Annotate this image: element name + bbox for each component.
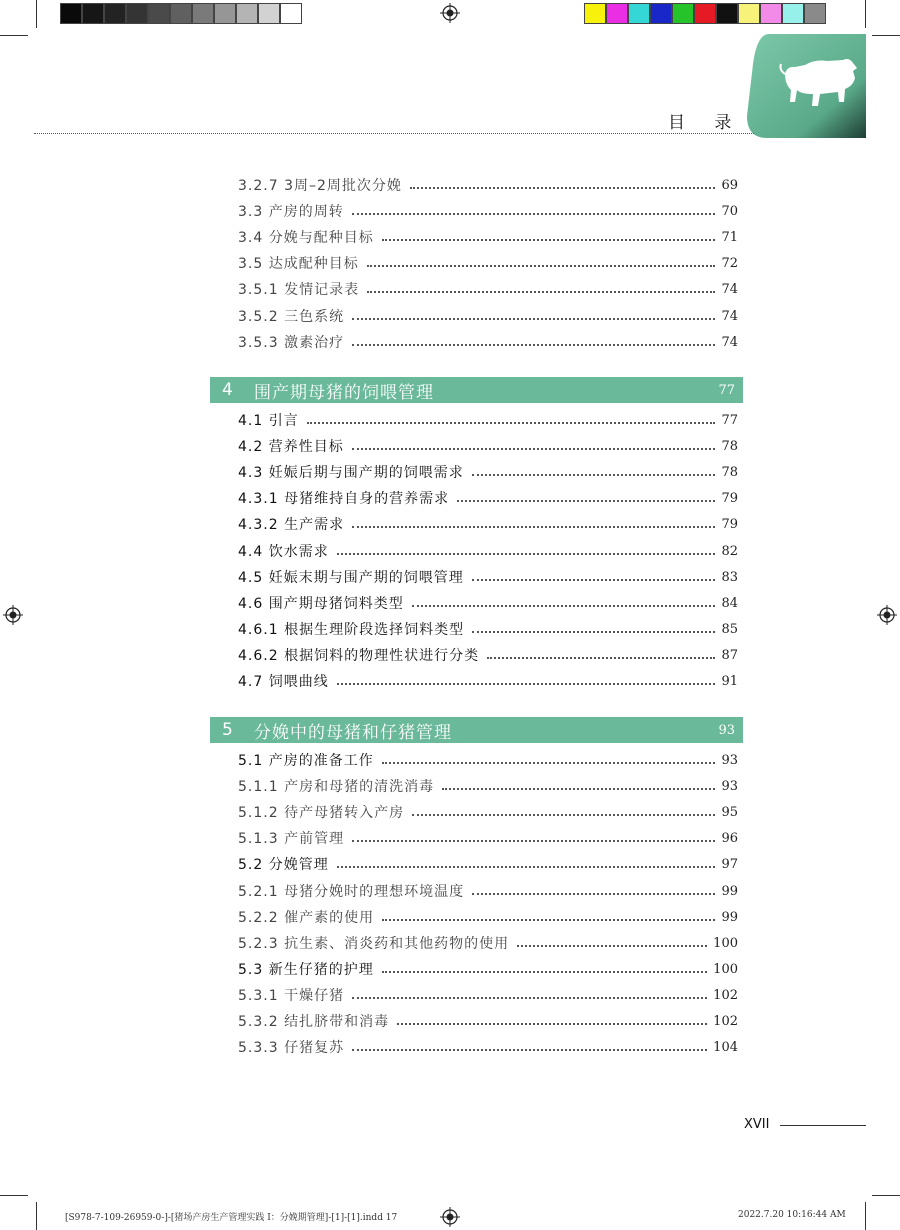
leader-dots [457,500,715,502]
leader-dots [487,657,715,659]
toc-entry-label: 5.1.3 产前管理 [238,831,345,847]
toc-entry-label: 3.5 达成配种目标 [238,256,359,272]
toc-entry-label: 4.4 饮水需求 [238,544,329,560]
toc-entry-label: 3.5.1 发情记录表 [238,282,360,298]
toc-entry-label: 3.2.7 3周–2周批次分娩 [238,178,402,194]
toc-entry-page: 78 [721,438,738,454]
footer-timestamp: 2022.7.20 10:16:44 AM [738,1210,846,1220]
toc-entry-label: 3.5.2 三色系统 [238,309,345,325]
leader-dots [307,422,716,424]
leader-dots [352,526,715,528]
toc-entry-label: 4.6.1 根据生理阶段选择饲料类型 [238,622,465,638]
chapter-page: 93 [718,722,735,738]
gray-scale-bar [60,3,302,24]
toc-entry-page: 99 [721,909,738,925]
toc-entry-page: 74 [721,308,738,324]
leader-dots [367,265,716,267]
color-swatch [628,3,650,24]
leader-dots [382,919,715,921]
toc-entry[interactable] [238,331,738,353]
toc-entry[interactable] [238,174,738,196]
toc-entry-page: 93 [721,778,738,794]
toc-entry-label: 5.1.2 待产母猪转入产房 [238,805,405,821]
crop-mark [872,35,900,36]
toc-entry-page: 93 [721,752,738,768]
toc-entry[interactable] [238,1036,738,1058]
leader-dots [397,1023,707,1025]
footer-file-info: [S978-7-109-26959-0-]-[猪场产房生产管理实践 I：分娩期管理]-[1]-[1].indd 17 [65,1213,398,1223]
color-swatch [584,3,606,24]
toc-entry-label: 5.2.3 抗生素、消炎药和其他药物的使用 [238,936,510,952]
leader-dots [337,866,716,868]
toc-entry[interactable] [238,461,738,483]
leader-dots [472,579,716,581]
color-swatch [214,3,236,24]
chapter-title: 围产期母猪的饲喂管理 [254,382,434,403]
color-swatch [192,3,214,24]
toc-entry[interactable] [238,670,738,692]
color-swatch [236,3,258,24]
chapter-heading[interactable] [210,377,743,403]
toc-entry-label: 3.3 产房的周转 [238,204,344,220]
chapter-page: 77 [718,382,735,398]
toc-entry-page: 72 [721,255,738,271]
toc-entry-page: 82 [721,543,738,559]
toc-entry-label: 3.4 分娩与配种目标 [238,230,374,246]
crop-mark [36,0,37,28]
toc-entry-page: 74 [721,281,738,297]
toc-entry[interactable] [238,827,738,849]
color-swatch [650,3,672,24]
page-number: XVII [744,1117,770,1132]
toc-entry-page: 71 [721,229,738,245]
header-rule [34,133,754,134]
color-swatch [82,3,104,24]
toc-entry[interactable] [238,487,738,509]
chapter-number: 4 [222,380,233,400]
leader-dots [382,239,716,241]
toc-entry[interactable] [238,618,738,640]
toc-entry-page: 97 [721,856,738,872]
crop-mark [0,1195,28,1196]
toc-entry-label: 4.3.1 母猪维持自身的营养需求 [238,491,450,507]
leader-dots [367,291,715,293]
toc-entry[interactable] [238,435,738,457]
toc-entry-label: 5.2.2 催产素的使用 [238,910,375,926]
crop-mark [36,1202,37,1230]
color-swatch [148,3,170,24]
toc-entry-page: 69 [721,177,738,193]
toc-entry-page: 102 [713,1013,738,1029]
leader-dots [382,762,716,764]
toc-entry-page: 104 [713,1039,738,1055]
toc-entry-label: 4.7 饲喂曲线 [238,674,329,690]
toc-entry[interactable] [238,644,738,666]
chapter-heading[interactable] [210,717,743,743]
toc-entry[interactable] [238,984,738,1006]
toc-entry[interactable] [238,932,738,954]
toc-entry[interactable] [238,801,738,823]
toc-entry[interactable] [238,853,738,875]
color-control-bar [584,3,826,24]
toc-entry-page: 100 [713,961,738,977]
toc-entry-page: 78 [721,464,738,480]
toc-entry-page: 85 [721,621,738,637]
color-swatch [804,3,826,24]
color-swatch [760,3,782,24]
toc-entry-label: 4.5 妊娠末期与围产期的饲喂管理 [238,570,464,586]
toc-entry[interactable] [238,252,738,274]
crop-mark [865,1202,866,1230]
toc-entry-page: 70 [721,203,738,219]
toc-entry-page: 79 [721,516,738,532]
crop-mark [872,1195,900,1196]
toc-entry-label: 4.1 引言 [238,413,299,429]
pig-icon [745,34,866,139]
toc-entry[interactable] [238,880,738,902]
toc-entry[interactable] [238,409,738,431]
color-swatch [738,3,760,24]
toc-entry[interactable] [238,226,738,248]
toc-entry-label: 5.3 新生仔猪的护理 [238,962,374,978]
leader-dots [412,814,715,816]
toc-entry-label: 4.2 营养性目标 [238,439,344,455]
color-swatch [716,3,738,24]
toc-entry-label: 4.6.2 根据饲料的物理性状进行分类 [238,648,480,664]
leader-dots [412,605,716,607]
toc-entry[interactable] [238,566,738,588]
toc-entry-page: 100 [713,935,738,951]
toc-entry-page: 99 [721,883,738,899]
color-swatch [104,3,126,24]
toc-entry-label: 5.2.1 母猪分娩时的理想环境温度 [238,884,465,900]
toc-entry[interactable] [238,305,738,327]
toc-entry-page: 77 [721,412,738,428]
color-swatch [694,3,716,24]
toc-entry[interactable] [238,540,738,562]
toc-entry-label: 3.5.3 激素治疗 [238,335,345,351]
folio-rule [780,1125,866,1126]
toc-entry-page: 91 [721,673,738,689]
chapter-number: 5 [222,720,233,740]
leader-dots [442,788,715,790]
color-swatch [782,3,804,24]
toc-entry-page: 95 [721,804,738,820]
leader-dots [382,971,707,973]
color-swatch [280,3,302,24]
crop-mark [0,35,28,36]
toc-entry[interactable] [238,592,738,614]
registration-mark-icon [3,605,23,625]
header-title: 目 录 [668,113,744,133]
leader-dots [352,1049,707,1051]
leader-dots [352,840,715,842]
toc-entry[interactable] [238,906,738,928]
toc-entry-label: 5.3.2 结扎脐带和消毒 [238,1014,390,1030]
toc-entry[interactable] [238,278,738,300]
color-swatch [126,3,148,24]
toc-entry-page: 96 [721,830,738,846]
leader-dots [352,344,715,346]
color-swatch [60,3,82,24]
leader-dots [517,945,707,947]
leader-dots [472,631,715,633]
chapter-title: 分娩中的母猪和仔猪管理 [254,722,452,743]
toc-entry[interactable] [238,958,738,980]
leader-dots [472,893,715,895]
leader-dots [352,318,715,320]
toc-entry-page: 79 [721,490,738,506]
toc-entry-label: 4.6 围产期母猪饲料类型 [238,596,404,612]
toc-entry-label: 5.1 产房的准备工作 [238,753,374,769]
toc-entry-page: 102 [713,987,738,1003]
leader-dots [472,474,716,476]
color-swatch [606,3,628,24]
toc-entry[interactable] [238,775,738,797]
toc-entry-page: 87 [721,647,738,663]
toc-entry-label: 5.3.3 仔猪复苏 [238,1040,345,1056]
registration-mark-icon [877,605,897,625]
toc-entry-label: 4.3 妊娠后期与围产期的饲喂需求 [238,465,464,481]
toc-entry[interactable] [238,749,738,771]
toc-entry-label: 5.1.1 产房和母猪的清洗消毒 [238,779,435,795]
toc-entry-label: 5.3.1 干燥仔猪 [238,988,345,1004]
color-swatch [258,3,280,24]
toc-entry-label: 4.3.2 生产需求 [238,517,345,533]
toc-entry[interactable] [238,513,738,535]
leader-dots [352,213,716,215]
leader-dots [410,187,716,189]
toc-entry[interactable] [238,1010,738,1032]
toc-entry-page: 83 [721,569,738,585]
registration-mark-icon [440,3,460,23]
leader-dots [352,448,716,450]
color-swatch [170,3,192,24]
leader-dots [337,553,716,555]
toc-entry-page: 84 [721,595,738,611]
crop-mark [865,0,866,28]
toc-entry-page: 74 [721,334,738,350]
toc-entry-label: 5.2 分娩管理 [238,857,329,873]
leader-dots [337,683,716,685]
registration-mark-icon [440,1207,460,1227]
color-swatch [672,3,694,24]
toc-entry[interactable] [238,200,738,222]
leader-dots [352,997,707,999]
